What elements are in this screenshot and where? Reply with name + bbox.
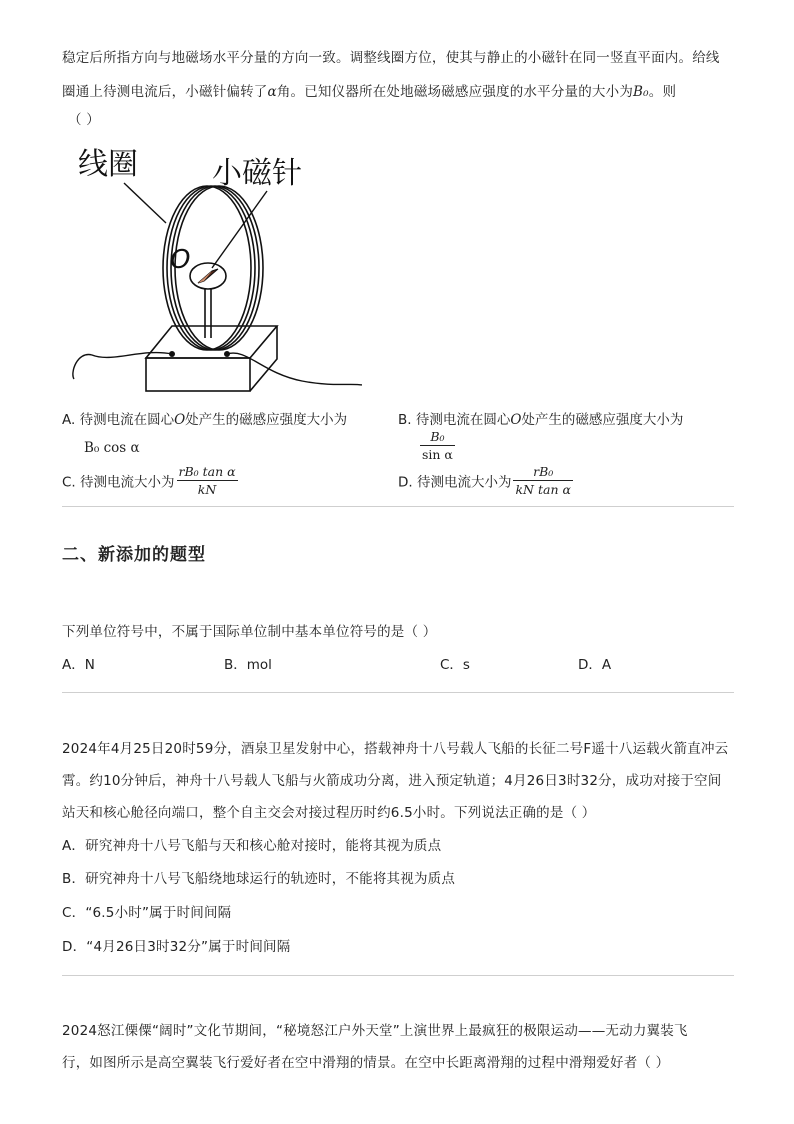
q3-stem-line2: 霄。约10分钟后，神舟十八号载人飞船与火箭成功分离，进入预定轨道；4月26日3时32分，成功对接于空间 bbox=[62, 773, 722, 789]
q3-stem-line3: 站天和核心舱径向端口，整个自主交会对接过程历时约6.5小时。下列说法正确的是（ ） bbox=[62, 805, 596, 821]
divider bbox=[62, 975, 734, 976]
q1-stem-line2: 圈通上待测电流后，小磁针偏转了α角。已知仪器所在处地磁场磁感应强度的水平分量的大小为B₀。则 bbox=[62, 84, 677, 100]
q3-option-d[interactable]: D．“4月26日3时32分”属于时间间隔 bbox=[62, 939, 291, 955]
figure-label-center-o: O bbox=[170, 245, 191, 275]
q1-option-c[interactable]: C. 待测电流大小为 $\frac{\text{rB₀ tan α}}{kN}$ bbox=[62, 464, 236, 497]
divider bbox=[62, 506, 734, 507]
q4-stem-line1: 2024怒江傈僳“阔时”文化节期间，“秘境怒江户外天堂”上演世界上最疯狂的极限运动——无动力翼装飞 bbox=[62, 1023, 688, 1039]
q1-option-b[interactable]: B. 待测电流在圆心O处产生的磁感应强度大小为 bbox=[398, 412, 684, 428]
section-title: 二、新添加的题型 bbox=[62, 545, 206, 565]
q2-option-c[interactable]: C．s bbox=[440, 657, 470, 673]
q4-stem-line2: 行，如图所示是高空翼装飞行爱好者在空中滑翔的情景。在空中长距离滑翔的过程中滑翔爱好者（ ） bbox=[62, 1055, 670, 1071]
divider bbox=[62, 692, 734, 693]
q1-option-d[interactable]: D. 待测电流大小为 $\frac{\text{rB₀}}{\text{kN tan α}}$ bbox=[398, 464, 571, 497]
q3-stem-line1: 2024年4月25日20时59分，酒泉卫星发射中心，搭载神舟十八号载人飞船的长征二号F遥十八运载火箭直冲云 bbox=[62, 741, 729, 757]
alpha-symbol: α bbox=[267, 84, 277, 100]
q1-option-a[interactable]: A. 待测电流在圆心O处产生的磁感应强度大小为 bbox=[62, 412, 348, 428]
q2-stem: 下列单位符号中，不属于国际单位制中基本单位符号的是（ ） bbox=[62, 624, 437, 640]
q2-option-a[interactable]: A．N bbox=[62, 657, 95, 673]
q2-option-b[interactable]: B．mol bbox=[224, 657, 272, 673]
figure-label-coil: 线圈 bbox=[78, 147, 138, 182]
q3-option-a[interactable]: A．研究神舟十八号飞船与天和核心舱对接时，能将其视为质点 bbox=[62, 838, 442, 854]
q2-option-d[interactable]: D．A bbox=[578, 657, 612, 673]
q1-option-b-fraction: $\frac{\text{B₀}}{\text{sin α}}$ bbox=[422, 429, 453, 462]
q3-option-c[interactable]: C．“6.5小时”属于时间间隔 bbox=[62, 905, 232, 921]
coil-compass-figure bbox=[62, 133, 362, 393]
q1-stem-line1: 稳定后所指方向与地磁场水平分量的方向一致。调整线圈方位，使其与静止的小磁针在同一竖直平面内。给线 bbox=[62, 50, 720, 66]
q1-option-a-value: B₀ cos α bbox=[84, 440, 140, 456]
b0-symbol: B₀ bbox=[633, 84, 649, 100]
q1-answer-bracket: （ ） bbox=[68, 112, 100, 128]
q3-option-b[interactable]: B．研究神舟十八号飞船绕地球运行的轨迹时，不能将其视为质点 bbox=[62, 871, 456, 887]
figure-label-needle: 小磁针 bbox=[212, 156, 302, 191]
